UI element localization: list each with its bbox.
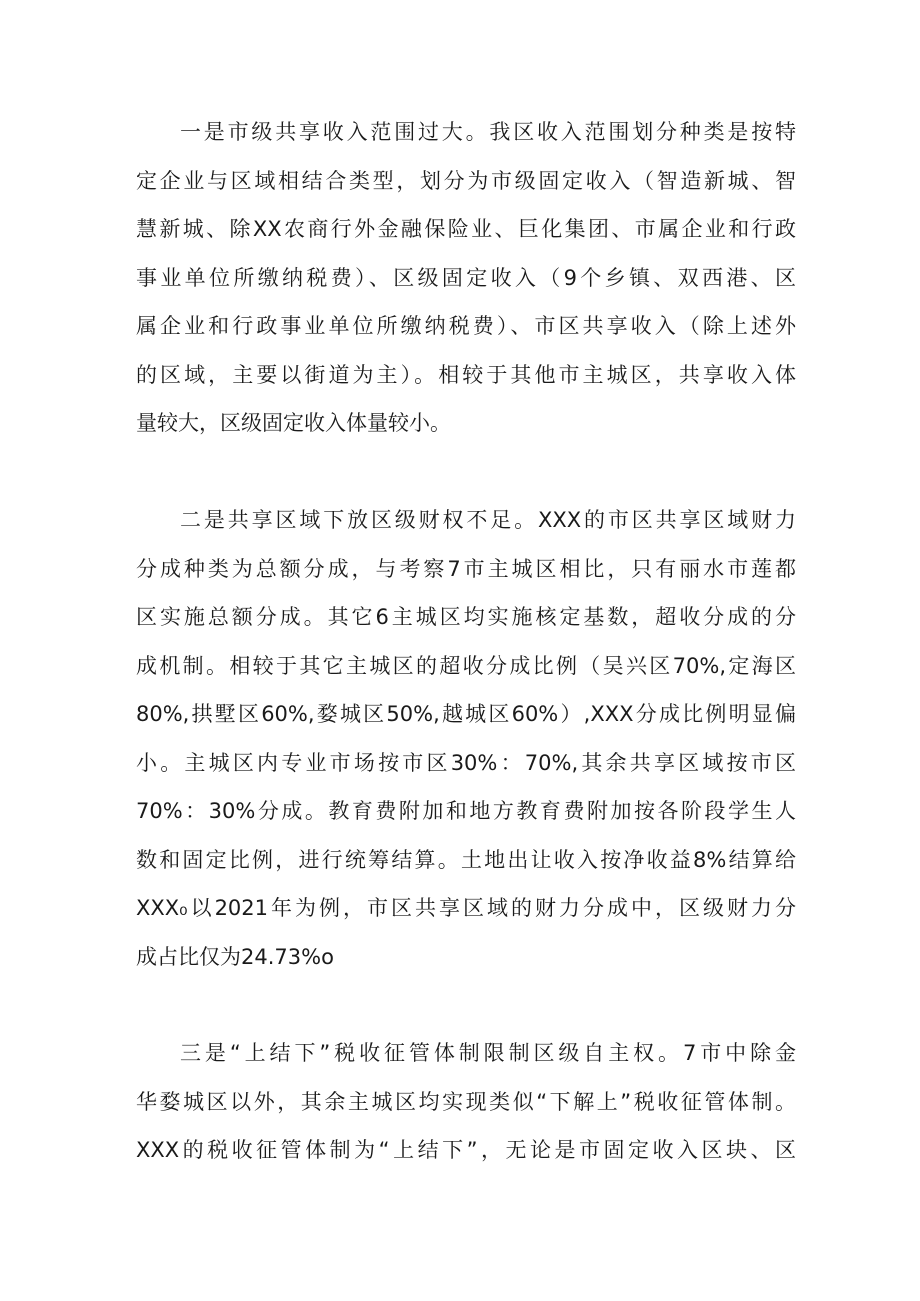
text-line: 属企业和行政事业单位所缴纳税费）、市区共享收入（除上述外 xyxy=(136,314,796,338)
text-line: 成机制。相较于其它主城区的超收分成比例（吴兴区70%,定海区 xyxy=(136,653,796,678)
text-line: 的区域，主要以街道为主）。相较于其他市主城区，共享收入体 xyxy=(136,362,796,387)
paragraph-1 xyxy=(136,108,796,448)
text-line: 成占比仅为24.73%o xyxy=(136,944,334,969)
text-line: 70%：30%分成。教育费附加和地方教育费附加按各阶段学生人 xyxy=(136,799,796,823)
text-line: 事业单位所缴纳税费）、区级固定收入（9个乡镇、双西港、区 xyxy=(136,265,796,290)
text-line: 区实施总额分成。其它6主城区均实施核定基数，超收分成的分 xyxy=(136,605,796,629)
text-line: 二是共享区域下放区级财权不足。XXX的市区共享区域财力 xyxy=(180,508,796,532)
text-line: 分成种类为总额分成，与考察7市主城区相比，只有丽水市莲都 xyxy=(136,556,796,581)
text-line: 小。主城区内专业市场按市区30%：70%,其余共享区域按市区 xyxy=(136,750,796,775)
text-line: XXX的税收征管体制为“上结下”，无论是市固定收入区块、区 xyxy=(136,1138,796,1162)
text-line: 80%,拱墅区60%,婺城区50%,越城区60%）,XXX分成比例明显偏 xyxy=(136,702,796,726)
text-line: 量较大，区级固定收入体量较小。 xyxy=(136,411,451,435)
text-line: 数和固定比例，进行统筹结算。土地出让收入按净收益8%结算给 xyxy=(136,847,796,872)
text-line: 三是“上结下”税收征管体制限制区级自主权。7市中除金 xyxy=(180,1041,796,1065)
paragraph-2 xyxy=(136,496,796,981)
paragraph-3 xyxy=(136,1029,796,1175)
text-line: 慧新城、除XX农商行外金融保险业、巨化集团、市属企业和行政 xyxy=(136,217,796,241)
text-line: 华婺城区以外，其余主城区均实现类似“下解上”税收征管体制。 xyxy=(136,1089,796,1114)
text-line: XXX₀以2021年为例，市区共享区域的财力分成中，区级财力分 xyxy=(136,896,796,920)
text-line: 定企业与区域相结合类型，划分为市级固定收入（智造新城、智 xyxy=(136,168,796,193)
text-line: 一是市级共享收入范围过大。我区收入范围划分种类是按特 xyxy=(180,120,796,144)
